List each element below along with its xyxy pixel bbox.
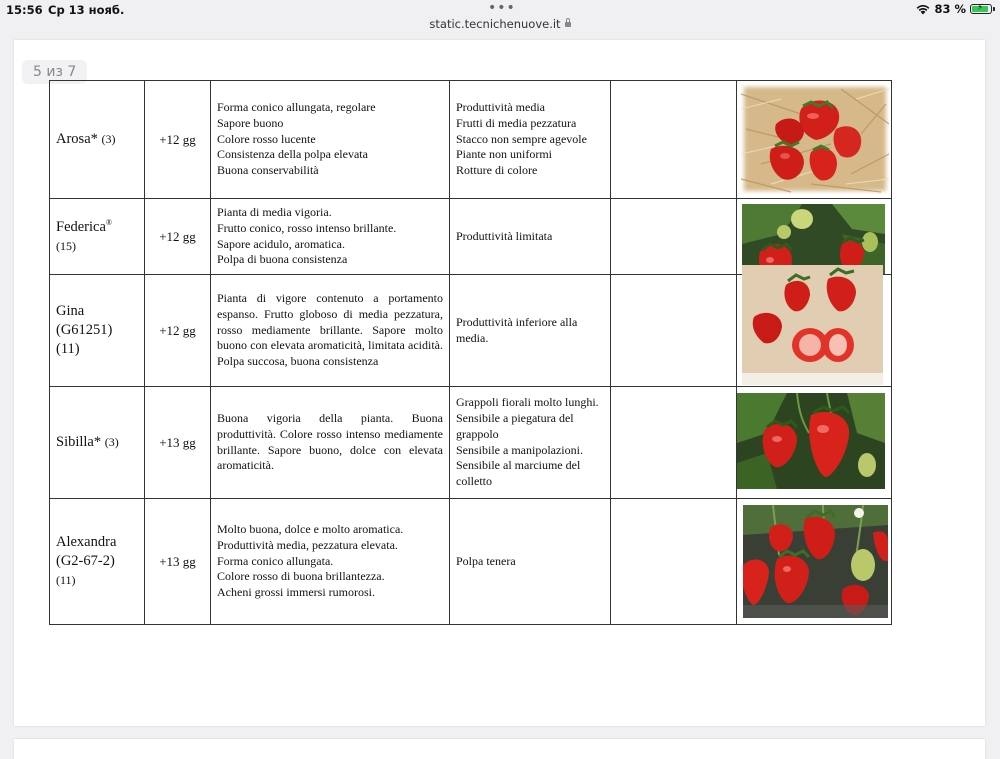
cons-cell: Produttività media Frutti di media pezzatura Stacco non sempre agevole Piante non uniformi Rotture di colore <box>450 81 611 199</box>
ripening-days: +12 gg <box>145 199 211 275</box>
empty-cell <box>611 499 737 625</box>
ripening-days: +13 gg <box>145 499 211 625</box>
table-row <box>50 387 892 499</box>
status-time: 15:56 <box>6 3 43 17</box>
ripening-days: +12 gg <box>145 275 211 387</box>
variety-photo <box>737 275 892 387</box>
cons-cell: Polpa tenera <box>450 499 611 625</box>
pros-cell: Pianta di vigore contenuto a portamento espanso. Frutto globoso di media pezzatura, rosso mediamente brillante. Sapore molto buono con elevata aromaticità, limitata acidità. Polpa succosa, buona consistenza <box>211 275 450 387</box>
cons-cell: Grappoli fiorali molto lunghi. Sensibile a piegatura del grappolo Sensibile a manipolazioni. Sensibile al marciume del colletto <box>450 387 611 499</box>
variety-name: Gina (G61251) (11) <box>50 275 145 387</box>
strawberry-photo <box>743 505 888 618</box>
table-row <box>50 499 892 625</box>
page-indicator: 5 из 7 <box>22 60 87 84</box>
variety-name: Sibilla* (3) <box>50 387 145 499</box>
variety-photo <box>737 199 892 275</box>
status-right <box>916 2 992 16</box>
lock-icon <box>565 22 571 27</box>
ripening-days: +13 gg <box>145 387 211 499</box>
variety-photo <box>737 387 892 499</box>
url-text: static.tecnichenuove.it <box>429 17 561 31</box>
empty-cell <box>611 199 737 275</box>
table-row <box>50 81 892 199</box>
strawberry-photo <box>741 84 889 194</box>
battery-percent: 83 % <box>934 2 966 16</box>
variety-name: Arosa* (3) <box>50 81 145 199</box>
variety-photo <box>737 81 892 199</box>
wifi-icon <box>916 4 930 15</box>
address-bar[interactable] <box>0 17 1000 31</box>
varieties-table <box>49 80 892 625</box>
more-dots-icon[interactable]: ••• <box>488 0 516 16</box>
cons-cell: Produttività inferiore alla media. <box>450 275 611 387</box>
pros-cell: Pianta di media vigoria. Frutto conico, rosso intenso brillante. Sapore acidulo, aromatica. Polpa di buona consistenza <box>211 199 450 275</box>
table-row <box>50 275 892 387</box>
ripening-days: +12 gg <box>145 81 211 199</box>
pros-cell: Buona vigoria della pianta. Buona produttività. Colore rosso intenso mediamente brillante. Sapore buono, dolce con elevata aromaticità. <box>211 387 450 499</box>
variety-name: Alexandra (G2-67-2) (11) <box>50 499 145 625</box>
pros-cell: Molto buona, dolce e molto aromatica. Produttività media, pezzatura elevata. Forma conico allungata. Colore rosso di buona brillantezza. Acheni grossi immersi rumorosi. <box>211 499 450 625</box>
strawberry-photo <box>742 265 883 385</box>
strawberry-photo <box>737 393 885 489</box>
variety-name: Federica® (15) <box>50 199 145 275</box>
strawberry-photo <box>742 204 885 275</box>
empty-cell <box>611 387 737 499</box>
pros-cell: Forma conico allungata, regolare Sapore buono Colore rosso lucente Consistenza della polpa elevata Buona conservabilità <box>211 81 450 199</box>
status-date: Ср 13 нояб. <box>48 3 125 17</box>
battery-icon: ⚡ <box>970 4 992 14</box>
variety-photo <box>737 499 892 625</box>
cons-cell: Produttività limitata <box>450 199 611 275</box>
empty-cell <box>611 81 737 199</box>
empty-cell <box>611 275 737 387</box>
next-document-page <box>14 739 985 759</box>
table-row <box>50 199 892 275</box>
